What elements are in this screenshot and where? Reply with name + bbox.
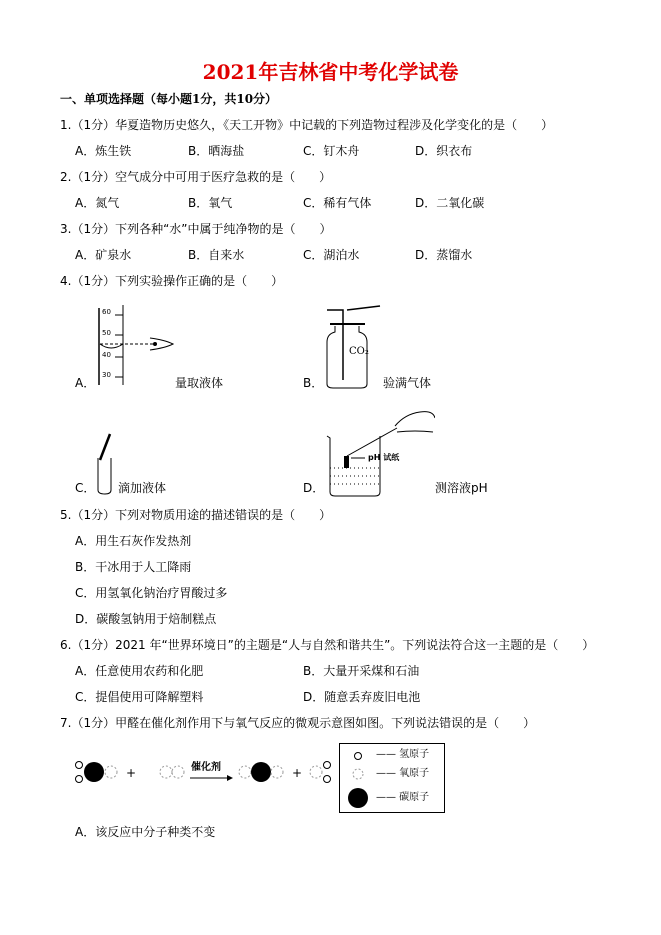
option-6b[interactable]: B．大量开采煤和石油 — [303, 664, 420, 678]
question-1: 1.（1分）华夏造物历史悠久，《天工开物》中记载的下列造物过程涉及化学变化的是（ ） — [60, 118, 554, 132]
legend-oxygen: —— 氧原子 — [376, 768, 430, 779]
option-2c[interactable]: C．稀有气体 — [303, 196, 372, 210]
option-3c[interactable]: C．湖泊水 — [303, 248, 360, 262]
option-3d[interactable]: D．蒸馏水 — [415, 248, 473, 262]
plus-sign: + — [126, 766, 137, 780]
catalyst-label: 催化剂 — [191, 762, 221, 773]
option-1c[interactable]: C．钉木舟 — [303, 144, 360, 158]
option-2a[interactable]: A．氮气 — [75, 196, 120, 210]
caption-4a: 量取液体 — [175, 376, 224, 390]
option-4c[interactable]: C． — [75, 481, 96, 495]
question-5: 5.（1分）下列对物质用途的描述错误的是（ ） — [60, 508, 332, 522]
legend-carbon: —— 碳原子 — [376, 792, 430, 803]
section-heading: 一、单项选择题（每小题1分，共10分） — [60, 92, 278, 106]
question-4: 4.（1分）下列实验操作正确的是（ ） — [60, 274, 284, 288]
ph-paper-label: pH 试纸 — [368, 453, 400, 462]
test-tube-dropper-figure — [95, 430, 115, 495]
option-4b[interactable]: B． — [303, 376, 324, 390]
option-5d[interactable]: D．碳酸氢钠用于焙制糕点 — [75, 612, 217, 626]
option-2d[interactable]: D．二氧化碳 — [415, 196, 485, 210]
tick-40: 40 — [102, 351, 111, 359]
page-title: 2021年吉林省中考化学试卷 — [202, 60, 459, 84]
question-3: 3.（1分）下列各种“水”中属于纯净物的是（ ） — [60, 222, 332, 236]
caption-4d: 测溶液pH — [435, 481, 488, 495]
legend-atoms — [346, 748, 372, 810]
option-1a[interactable]: A．炼生铁 — [75, 144, 132, 158]
option-1b[interactable]: B．晒海盐 — [188, 144, 245, 158]
option-4a[interactable]: A． — [75, 376, 96, 390]
option-6d[interactable]: D．随意丢弃废旧电池 — [303, 690, 421, 704]
question-7: 7.（1分）甲醛在催化剂作用下与氧气反应的微观示意图如图。下列说法错误的是（ ） — [60, 716, 536, 730]
tick-50: 50 — [102, 329, 111, 337]
caption-4c: 滴加液体 — [118, 481, 167, 495]
question-2: 2.（1分）空气成分中可用于医疗急救的是（ ） — [60, 170, 332, 184]
option-3b[interactable]: B．自来水 — [188, 248, 245, 262]
option-5c[interactable]: C．用氢氧化钠治疗胃酸过多 — [75, 586, 228, 600]
option-5a[interactable]: A．用生石灰作发热剂 — [75, 534, 192, 548]
tick-30: 30 — [102, 371, 111, 379]
legend-box — [339, 743, 445, 813]
tick-60: 60 — [102, 308, 111, 316]
legend-hydrogen: —— 氢原子 — [376, 749, 430, 760]
option-2b[interactable]: B．氧气 — [188, 196, 233, 210]
option-5b[interactable]: B．干冰用于人工降雨 — [75, 560, 192, 574]
co2-label: CO₂ — [349, 346, 369, 357]
option-3a[interactable]: A．矿泉水 — [75, 248, 132, 262]
option-1d[interactable]: D．织衣布 — [415, 144, 473, 158]
plus-sign-2: + — [292, 766, 303, 780]
option-4d[interactable]: D． — [303, 481, 325, 495]
caption-4b: 验满气体 — [383, 376, 432, 390]
question-6: 6.（1分）2021 年“世界环境日”的主题是“人与自然和谐共生”。下列说法符合这一主题的是（ ） — [60, 638, 595, 652]
option-6a[interactable]: A．任意使用农药和化肥 — [75, 664, 204, 678]
option-6c[interactable]: C．提倡使用可降解塑料 — [75, 690, 204, 704]
option-7a[interactable]: A．该反应中分子种类不变 — [75, 825, 216, 839]
